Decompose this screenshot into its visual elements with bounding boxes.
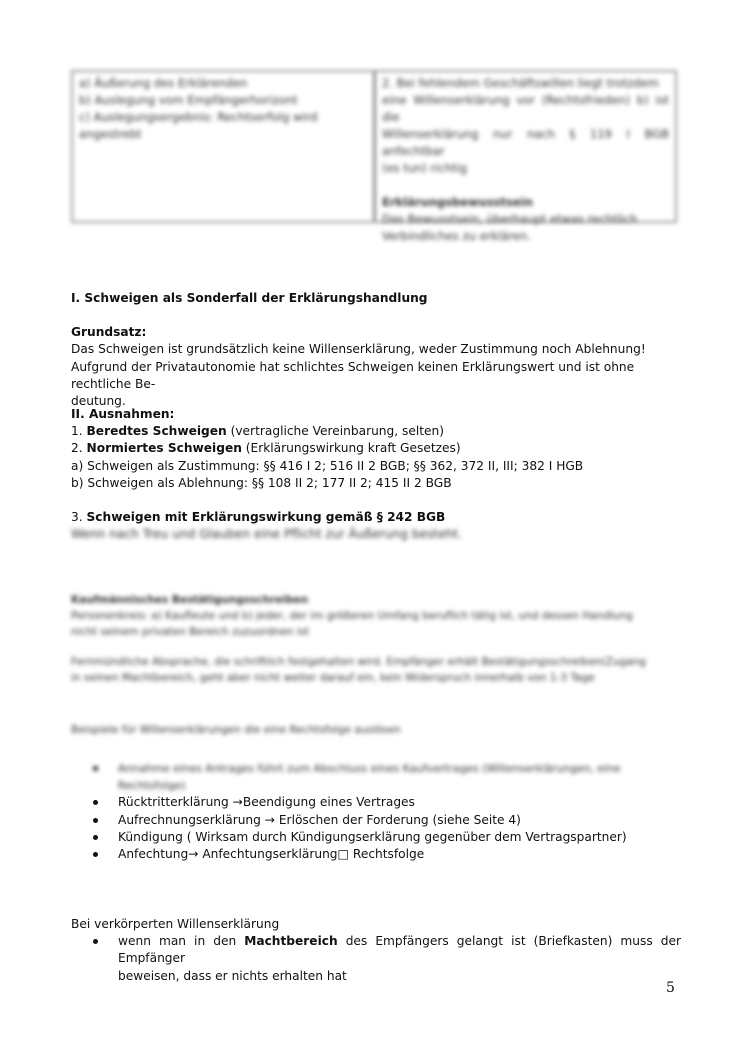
list-item — [71, 846, 681, 863]
table-cell-left — [73, 72, 376, 221]
bullet-icon — [93, 835, 98, 840]
table-line: eine Willenserklärung vor (Rechtsfrieden) b) ist die — [382, 93, 669, 124]
item-text: Aufrechnungserklärung → Erlöschen der Forderung (siehe Seite 4) — [118, 812, 521, 827]
list-item — [71, 933, 681, 985]
paragraph-line: in seinen Machtbereich, geht aber nicht weiter darauf ein, kein Widerspruch innerhalb von 1-3 Tage — [71, 672, 595, 684]
item-subtext: Wenn nach Treu und Glauben eine Pflicht zur Äußerung besteht. — [71, 527, 463, 542]
table-line: angestrebt — [79, 127, 142, 141]
list-item — [71, 829, 681, 846]
table-line: b) Auslegung vom Empfängerhorizont — [79, 93, 298, 107]
table-line: Willenserklärung nur nach § 119 I BGB anfechtbar — [382, 127, 669, 158]
table-line: c) Auslegungsergebnis: Rechtserfolg wird — [79, 110, 318, 124]
paragraph-line: Aufgrund der Privatautonomie hat schlichtes Schweigen keinen Erklärungswert und ist ohne rechtliche Be- — [71, 359, 635, 391]
table-heading: Erklärungsbewusstsein — [382, 195, 533, 209]
beispiele-title: Beispiele für Willenserklärungen die eine Rechtsfolge auslösen — [71, 724, 401, 736]
item-text: (Erklärungswirkung kraft Gesetzes) — [241, 441, 461, 456]
item-term: Normiertes Schweigen — [86, 441, 242, 456]
list-item — [71, 794, 681, 811]
list-item — [71, 423, 681, 440]
item-term: Schweigen mit Erklärungswirkung gemäß § 242 BGB — [86, 510, 446, 525]
section-schweigen — [71, 290, 681, 410]
section-title: Kaufmännisches Bestätigungsschreiben — [71, 594, 309, 606]
text-run: wenn man in den — [118, 934, 245, 949]
item-text: Kündigung ( Wirksam durch Kündigungserklärung gegenüber dem Vertragspartner) — [118, 829, 627, 844]
list-item — [71, 760, 681, 794]
item-text: Rücktritterklärung →Beendigung eines Vertrages — [118, 795, 415, 810]
section-verkoerpert — [71, 916, 681, 985]
table-line: (es tun) richtig — [382, 161, 467, 175]
item-number: 3. — [71, 510, 87, 525]
item-text — [118, 933, 681, 967]
grundsatz-label: Grundsatz: — [71, 325, 147, 340]
list-item — [71, 440, 681, 457]
list-item — [71, 812, 681, 829]
bullet-icon — [93, 939, 98, 944]
beispiele-list — [71, 760, 681, 863]
summary-table — [71, 70, 677, 243]
table-line: Verbindliches zu erklären. — [382, 229, 531, 243]
section-title: I. Schweigen als Sonderfall der Erklärungshandlung — [71, 291, 428, 305]
list-item: a) Schweigen als Zustimmung: §§ 416 I 2; 516 II 2 BGB; §§ 362, 372 II, III; 382 I HGB — [71, 458, 584, 473]
bullet-icon — [93, 800, 98, 805]
bullet-icon — [93, 766, 98, 771]
table-line: 2. Bei fehlendem Geschäftswillen liegt trotzdem — [382, 76, 659, 90]
table-line: Das Bewusstsein, überhaupt etwas rechtlich — [382, 212, 638, 226]
section-title: II. Ausnahmen: — [71, 407, 175, 421]
table-line: a) Äußerung des Erklärenden — [79, 76, 248, 90]
section-ausnahmen — [71, 406, 681, 543]
item-term: Beredtes Schweigen — [86, 424, 227, 439]
paragraph-line: deutung. — [71, 394, 126, 409]
paragraph-line: nicht seinem privaten Bereich zuzuordnen ist — [71, 626, 310, 638]
text-run: des Empfängers gelangt ist (Briefkasten) muss der Empfänger — [118, 934, 682, 966]
paragraph-line: Fernmündliche Absprache, die schriftlich festgehalten wird. Empfänger erhält Bestätigungsschreiben(Zugang — [71, 656, 646, 668]
paragraph-line: Personenkreis: a) Kaufleute und b) jeder, der im größeren Umfang beruflich tätig ist, und dessen Handlung — [71, 610, 633, 622]
item-text: (vertragliche Vereinbarung, selten) — [226, 424, 445, 439]
text-emphasis: Machtbereich — [244, 934, 338, 949]
table-cell-right — [376, 72, 675, 243]
section-kbs — [71, 592, 681, 686]
item-text: beweisen, dass er nichts erhalten hat — [118, 968, 347, 983]
list-item — [71, 509, 681, 526]
paragraph-line: Das Schweigen ist grundsätzlich keine Willenserklärung, weder Zustimmung noch Ablehnung! — [71, 342, 646, 357]
item-text: Anfechtung→ Anfechtungserklärung□ Rechtsfolge — [118, 847, 425, 862]
section-title: Bei verkörperten Willenserklärung — [71, 917, 280, 931]
list-item: b) Schweigen als Ablehnung: §§ 108 II 2; 177 II 2; 415 II 2 BGB — [71, 475, 452, 490]
bullet-icon — [93, 852, 98, 857]
page-number: 5 — [666, 980, 675, 996]
item-number: 2. — [71, 441, 87, 456]
item-text: Annahme eines Antrages führt zum Abschluss eines Kaufvertrages (Willenserklärungen, eine — [118, 762, 621, 775]
item-number: 1. — [71, 424, 87, 439]
bullet-icon — [93, 818, 98, 823]
item-text: Rechtsfolge) — [118, 779, 186, 793]
